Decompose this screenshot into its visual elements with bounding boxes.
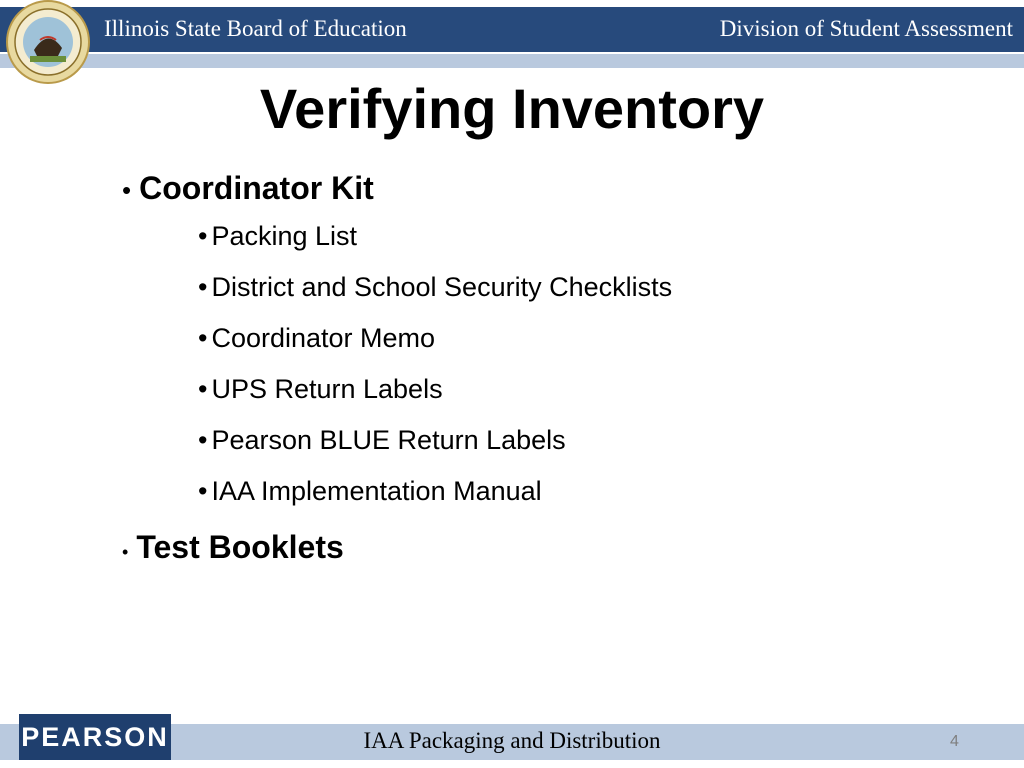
subitem-label: UPS Return Labels [211, 374, 443, 404]
subitem-label: IAA Implementation Manual [211, 476, 542, 506]
bullet-glyph: • [198, 425, 208, 455]
subitem [198, 221, 357, 252]
subitem-label: Coordinator Memo [211, 323, 436, 353]
bullet-glyph: • [122, 175, 132, 205]
bullet-label: Coordinator Kit [139, 170, 374, 206]
bullet-test-booklets [122, 529, 344, 566]
organization-name: Illinois State Board of Education [104, 16, 407, 41]
subitem [198, 272, 672, 303]
header-stripe [0, 54, 1024, 68]
pearson-logo: PEARSON [19, 714, 171, 760]
page-number: 4 [950, 733, 959, 750]
division-name: Division of Student Assessment [719, 16, 1013, 41]
subitem [198, 476, 542, 507]
bullet-glyph: • [198, 476, 208, 506]
subitem-label: Pearson BLUE Return Labels [211, 425, 566, 455]
subitem [198, 425, 566, 456]
bullet-glyph: • [198, 221, 208, 251]
subitem-label: District and School Security Checklists [211, 272, 673, 302]
subitem [198, 374, 443, 405]
bullet-coordinator-kit [122, 170, 374, 207]
slide-title: Verifying Inventory [259, 77, 765, 140]
bullet-label: Test Booklets [136, 529, 344, 565]
subitem [198, 323, 435, 354]
bullet-glyph: • [198, 323, 208, 353]
footer-title: IAA Packaging and Distribution [363, 728, 661, 753]
bullet-glyph: • [198, 272, 208, 302]
subitem-label: Packing List [211, 221, 358, 251]
bullet-glyph: • [122, 542, 129, 562]
bullet-glyph: • [198, 374, 208, 404]
illinois-state-seal-icon [6, 0, 90, 84]
